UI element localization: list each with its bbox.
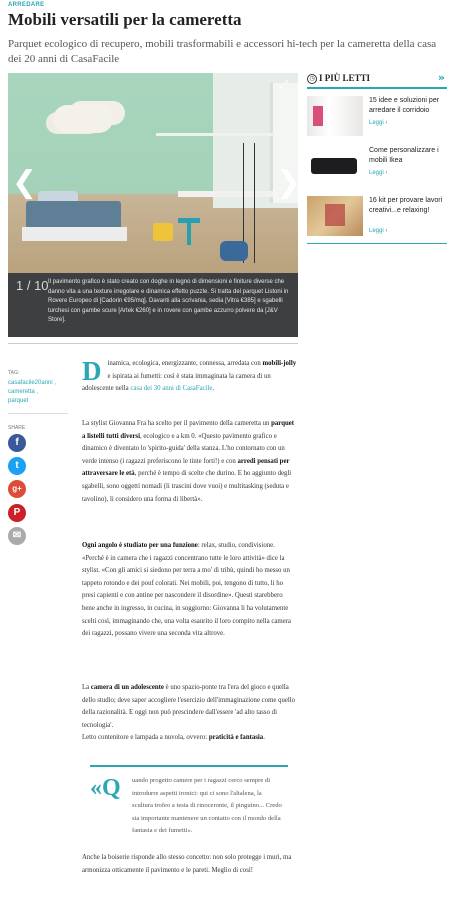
clock-icon: ◷ xyxy=(307,74,317,84)
article-category[interactable]: ARREDARE xyxy=(8,2,45,8)
pull-quote xyxy=(90,765,288,845)
twitter-icon[interactable]: t xyxy=(8,457,26,475)
more-link[interactable]: » xyxy=(437,71,445,84)
paragraph: Ogni angolo è studiato per una funzione: relax, studio, condivisione. «Perché è in camera che i ragazzi concentrano tutte le loro attività» dice la stylist. «Con gli amici si siedono per terra a mo' di tribù, quindi ho messo un tappeto rotondo e dei pouf colorati. Nei mobili, poi, tengono di tutto, li ho presi capienti e con antine per nascondere il disordine». Questi starebbero bene anche in ingresso, in cucina, in soggiorno: Giovanna li ha volutamente scelti così, immaginando che, una volta esaurito il loro compito nella camera dei ragazzi, possano vivere una seconda vita altrove. xyxy=(82,542,291,638)
most-read-item[interactable]: Come personalizzare i mobili Ikea Leggi › xyxy=(307,146,447,196)
read-link[interactable]: Leggi › xyxy=(369,120,388,126)
tag-link[interactable]: casafacile20anni , xyxy=(8,380,57,386)
most-read-header xyxy=(307,73,447,88)
most-read-item[interactable]: 16 kit per provare lavori creativi...e relaxing! Leggi › xyxy=(307,196,447,246)
googleplus-icon[interactable]: g+ xyxy=(8,480,26,498)
divider xyxy=(307,87,447,89)
paragraph: Anche la boiserie risponde allo stesso concetto: non solo protegge i muri, ma armonizza otticamente il pavimento e le pareti. Meglio di così! xyxy=(82,854,292,874)
drop-cap: D xyxy=(82,356,102,386)
gallery-counter: 1 / 10 xyxy=(16,278,49,293)
article-subtitle: Parquet ecologico di recupero, mobili trasformabili e accessori hi-tech per la cameretta della casa dei 20 anni di CasaFacile xyxy=(8,38,437,65)
divider xyxy=(8,413,68,414)
thumbnail[interactable] xyxy=(307,196,363,236)
quote-mark: «Q xyxy=(90,775,121,801)
email-icon[interactable]: ✉ xyxy=(8,527,26,545)
paragraph: La stylist Giovanna Fra ha scelto per il pavimento della cameretta un parquet a listelli tutti diversi, ecologico e a km 0. «Questo pavimento grafico e dinamico è diventato lo 'spirito-guida' della stanza. L'ho contornato con un verde intenso (i ragazzi preferiscono le tinte forti!) e con arredi pensati per attraversare le età, perché è tempo di scelte che durino. E ho aggiunto degli sgabelli, sono oggetti nomadi (li trascini dove vuoi) e multitasking (seduta e tavolino), li considero una forma di libertà». xyxy=(82,420,295,503)
facebook-icon[interactable]: f xyxy=(8,434,26,452)
share-label: SHARE xyxy=(8,425,26,431)
read-link[interactable]: Leggi › xyxy=(369,228,388,234)
chevron-left-icon[interactable]: ❮ xyxy=(12,165,38,200)
cloud-lamp xyxy=(53,105,113,133)
chevron-right-icon[interactable]: ❯ xyxy=(276,165,302,200)
divider xyxy=(307,243,447,244)
most-read-item[interactable]: 15 idee e soluzioni per arredare il corridoio Leggi › xyxy=(307,96,447,146)
divider xyxy=(8,343,298,344)
thumbnail[interactable] xyxy=(307,146,363,186)
tag-link[interactable]: parquet xyxy=(8,398,29,404)
photo-gallery[interactable] xyxy=(8,73,302,337)
pinterest-icon[interactable]: P xyxy=(8,504,26,522)
quote-text: uando progetto camere per i ragazzi cerco sempre di introdurre aspetti ironici: qui ci sono l'altalena, la scultura trofeo a testa di rinoceronte, il pinguino... Credo sia importante mantenere un contatto con il mondo della fantasia e dei fumetti». xyxy=(132,777,282,834)
tag-link[interactable]: cameretta , xyxy=(8,389,39,395)
most-read-title: I PIÙ LETTI xyxy=(319,73,371,83)
tag-label: TAG: xyxy=(8,370,20,376)
thumbnail[interactable] xyxy=(307,96,363,136)
paragraph: Dinamica, ecologica, energizzante, connessa, arredata con mobili-jolly e ispirata ai fumetti: così è stata immaginata la camera di un adolescente nella casa dei 30 anni di CasaFacile. xyxy=(82,356,297,393)
expand-icon[interactable]: ⤢ xyxy=(279,78,288,91)
article-title: Mobili versatili per la cameretta xyxy=(8,10,242,29)
read-link[interactable]: Leggi › xyxy=(369,170,388,176)
inline-link[interactable]: casa dei 30 anni di CasaFacile xyxy=(130,385,213,393)
gallery-caption: Il pavimento grafico è stato creato con doghe in legno di dimensioni e finiture diverse che danno vita a una texture irregolare e dinamica effetto puzzle. Si tratta del parquet Listoni in Rovere Europeo di [Cadorin €95/mq]. Davanti alla scrivania, sedia [Vitra €385] e sgabelli turchesi con gambe scure [Artek €260] e in rovere con gambe azzurro polvere da [J&V Store]. xyxy=(48,279,289,323)
paragraph: La camera di un adolescente è uno spazio-ponte tra l'era del gioco e quella dello studio; deve saper accogliere l'esercizio dell'immaginazione come quello della razionalità. E oggi non può prescindere dall'essere 'ad alto tasso di tecnologia'. Letto contenitore e lampada a nuvola, ovvero: praticità e fantasia. xyxy=(82,684,296,742)
gallery-photo[interactable] xyxy=(8,73,298,273)
